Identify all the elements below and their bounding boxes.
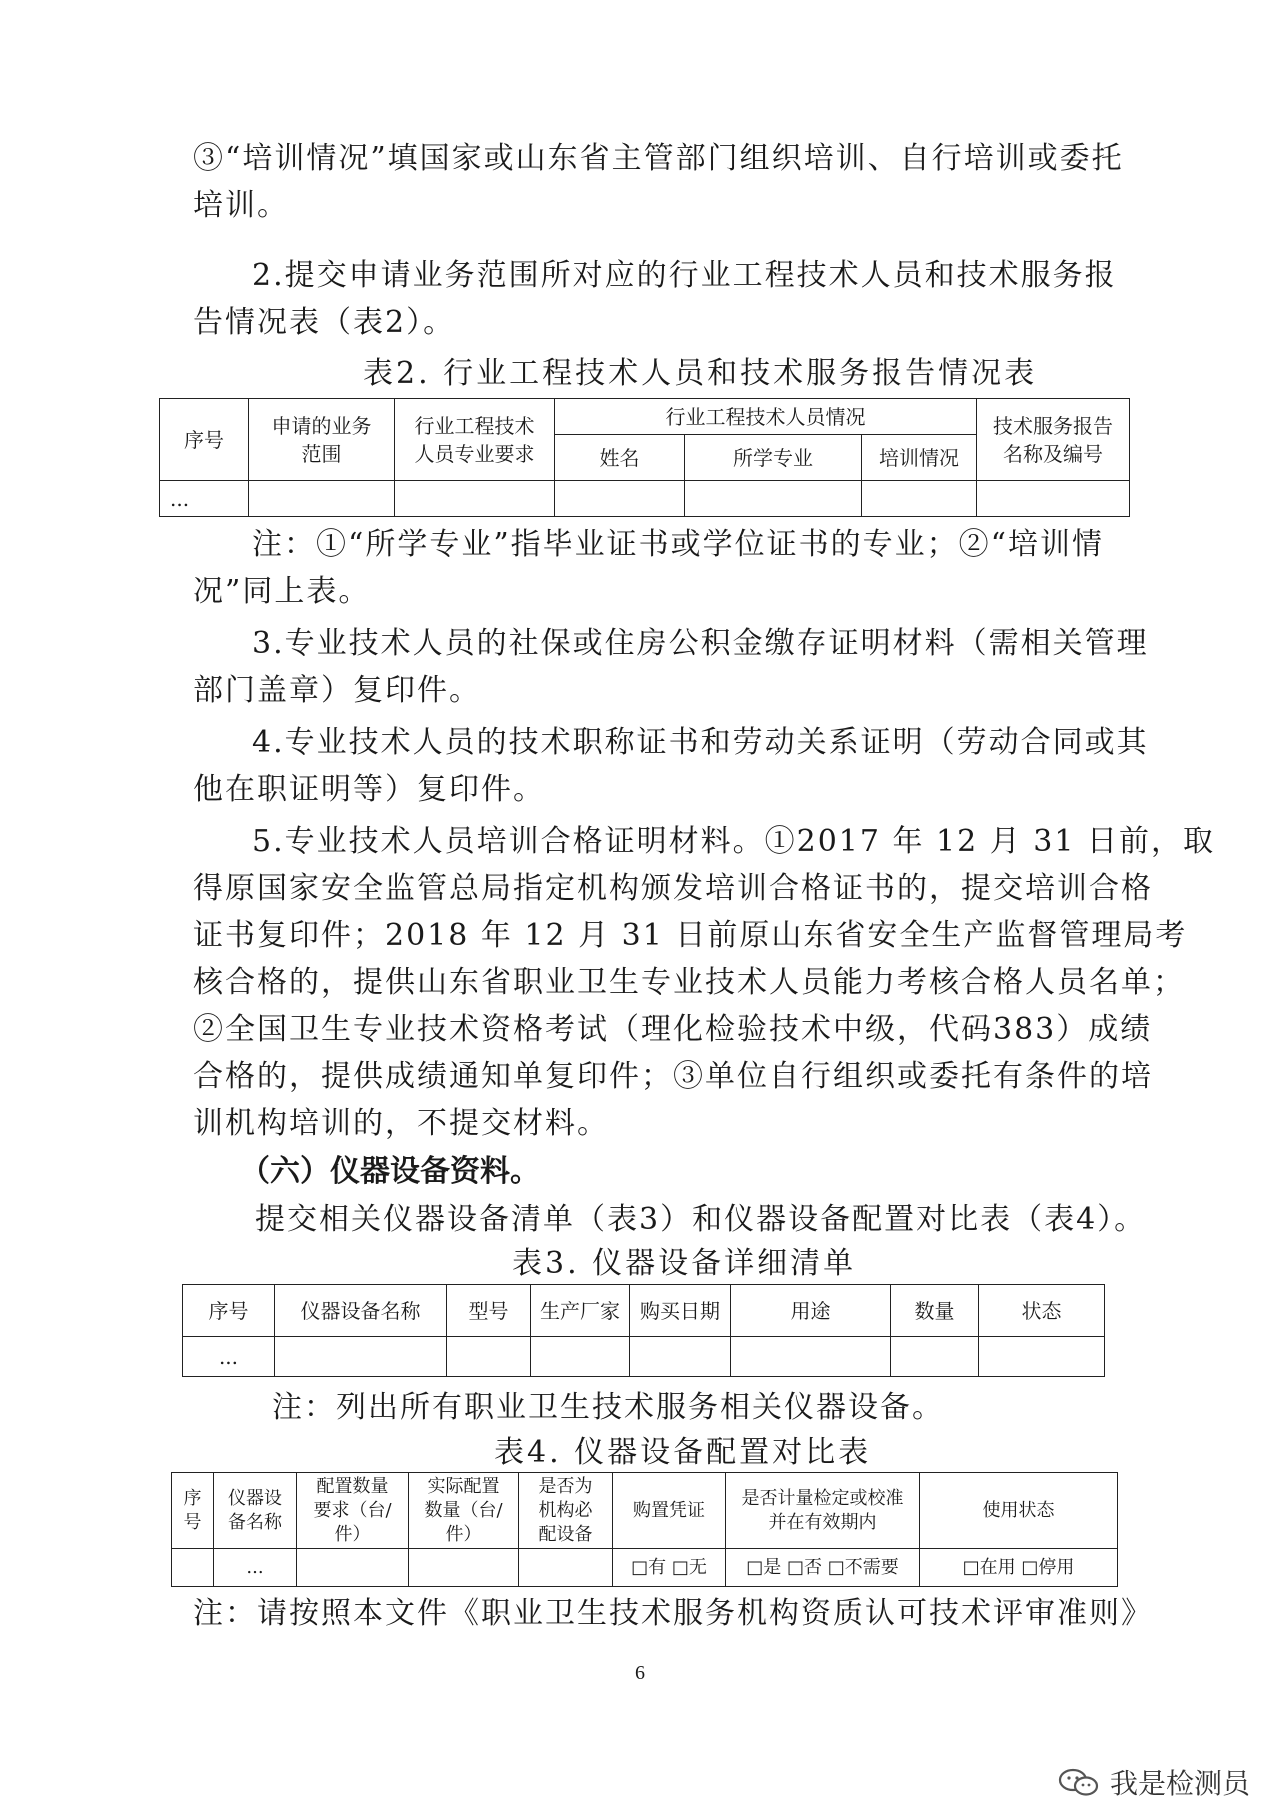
table3-header-model: 型号 (447, 1285, 531, 1337)
table2-cell (977, 481, 1130, 517)
table2-cell (395, 481, 555, 517)
section6-heading: （六）仪器设备资料。 (240, 1154, 540, 1189)
paragraph-item2-line1: 2.提交申请业务范围所对应的行业工程技术人员和技术服务报 (252, 258, 1117, 293)
table3-header-status: 状态 (979, 1285, 1105, 1337)
table4-header-no: 序号 (172, 1473, 214, 1549)
table4-header-actual-qty: 实际配置数量（台/件） (409, 1473, 519, 1549)
table3-header-usage: 用途 (731, 1285, 891, 1337)
table2 (159, 398, 1130, 517)
table3-caption: 表3. 仪器设备详细清单 (512, 1246, 857, 1281)
page-number: 6 (635, 1662, 645, 1684)
table2-header-staff-group: 行业工程技术人员情况 (555, 399, 977, 435)
item3-line1: 3.专业技术人员的社保或住房公积金缴存证明材料（需相关管理 (252, 626, 1149, 661)
table3-header-quantity: 数量 (891, 1285, 979, 1337)
table2-cell (555, 481, 685, 517)
table3-cell (731, 1337, 891, 1377)
table4-header-voucher: 购置凭证 (613, 1473, 726, 1549)
item5-line1: 5.专业技术人员培训合格证明材料。①2017 年 12 月 31 日前，取 (252, 824, 1215, 859)
item5-line2: 得原国家安全监管总局指定机构颁发培训合格证书的，提交培训合格 (193, 871, 1153, 906)
table4-header-mandatory: 是否为机构必配设备 (519, 1473, 613, 1549)
table3-cell (891, 1337, 979, 1377)
table4-cell (172, 1549, 214, 1587)
table2-header-scope: 申请的业务范围 (249, 399, 395, 481)
table2-header-requirement: 行业工程技术人员专业要求 (395, 399, 555, 481)
table3-cell-no: ... (183, 1337, 275, 1377)
table2-note-line1: 注：①“所学专业”指毕业证书或学位证书的专业；②“培训情 (252, 527, 1105, 562)
paragraph-training-note-line1: ③“培训情况”填国家或山东省主管部门组织培训、自行培训或委托 (193, 141, 1124, 176)
table2-cell-no: ... (160, 481, 249, 517)
item4-line1: 4.专业技术人员的技术职称证书和劳动关系证明（劳动合同或其 (252, 725, 1149, 760)
table4-cell (409, 1549, 519, 1587)
paragraph-item2-line2: 告情况表（表2）。 (193, 305, 456, 340)
table3-header-no: 序号 (183, 1285, 275, 1337)
table4-header-calibration: 是否计量检定或校准并在有效期内 (726, 1473, 920, 1549)
table2-caption: 表2. 行业工程技术人员和技术服务报告情况表 (363, 356, 1038, 391)
table3-cell (447, 1337, 531, 1377)
table4-cell-voucher-options: □有 □无 (613, 1549, 726, 1587)
table3-cell (979, 1337, 1105, 1377)
table4-cell-status-options: □在用 □停用 (920, 1549, 1118, 1587)
table4 (171, 1472, 1118, 1587)
table2-header-report: 技术服务报告名称及编号 (977, 399, 1130, 481)
item5-line4: 核合格的，提供山东省职业卫生专业技术人员能力考核合格人员名单； (193, 965, 1185, 1000)
table3-header-name: 仪器设备名称 (275, 1285, 447, 1337)
table4-cell (519, 1549, 613, 1587)
watermark (1058, 1762, 1250, 1802)
wechat-icon (1058, 1767, 1100, 1797)
item5-line5: ②全国卫生专业技术资格考试（理化检验技术中级，代码383）成绩 (193, 1012, 1153, 1047)
item4-line2: 他在职证明等）复印件。 (193, 772, 545, 807)
table2-header-name: 姓名 (555, 435, 685, 481)
table2-cell (862, 481, 977, 517)
table4-header-required-qty: 配置数量要求（台/件） (297, 1473, 409, 1549)
section6-text: 提交相关仪器设备清单（表3）和仪器设备配置对比表（表4）。 (255, 1202, 1147, 1237)
item3-line2: 部门盖章）复印件。 (193, 673, 481, 708)
table4-cell-calibration-options: □是 □否 □不需要 (726, 1549, 920, 1587)
table2-header-no: 序号 (160, 399, 249, 481)
table4-note: 注：请按照本文件《职业卫生技术服务机构资质认可技术评审准则》 (193, 1596, 1153, 1631)
table3-header-manufacturer: 生产厂家 (531, 1285, 630, 1337)
table2-cell (249, 481, 395, 517)
table3-cell (630, 1337, 731, 1377)
table4-header-name: 仪器设备名称 (214, 1473, 297, 1549)
table2-header-training: 培训情况 (862, 435, 977, 481)
table2-note-line2: 况”同上表。 (193, 574, 371, 609)
table4-cell-name: ... (214, 1549, 297, 1587)
item5-line6: 合格的，提供成绩通知单复印件；③单位自行组织或委托有条件的培 (193, 1059, 1153, 1094)
watermark-text: 我是检测员 (1109, 1767, 1250, 1800)
table3-note: 注：列出所有职业卫生技术服务相关仪器设备。 (272, 1390, 944, 1425)
table4-header-usage-status: 使用状态 (920, 1473, 1118, 1549)
table3-header-purchase-date: 购买日期 (630, 1285, 731, 1337)
table4-caption: 表4. 仪器设备配置对比表 (494, 1435, 872, 1470)
table3-cell (531, 1337, 630, 1377)
item5-line7: 训机构培训的，不提交材料。 (193, 1106, 609, 1141)
table2-header-major: 所学专业 (685, 435, 862, 481)
table3-cell (275, 1337, 447, 1377)
table2-cell (685, 481, 862, 517)
item5-line3: 证书复印件；2018 年 12 月 31 日前原山东省安全生产监督管理局考 (193, 918, 1188, 953)
table4-cell (297, 1549, 409, 1587)
table3 (182, 1284, 1105, 1377)
paragraph-training-note-line2: 培训。 (193, 188, 289, 223)
